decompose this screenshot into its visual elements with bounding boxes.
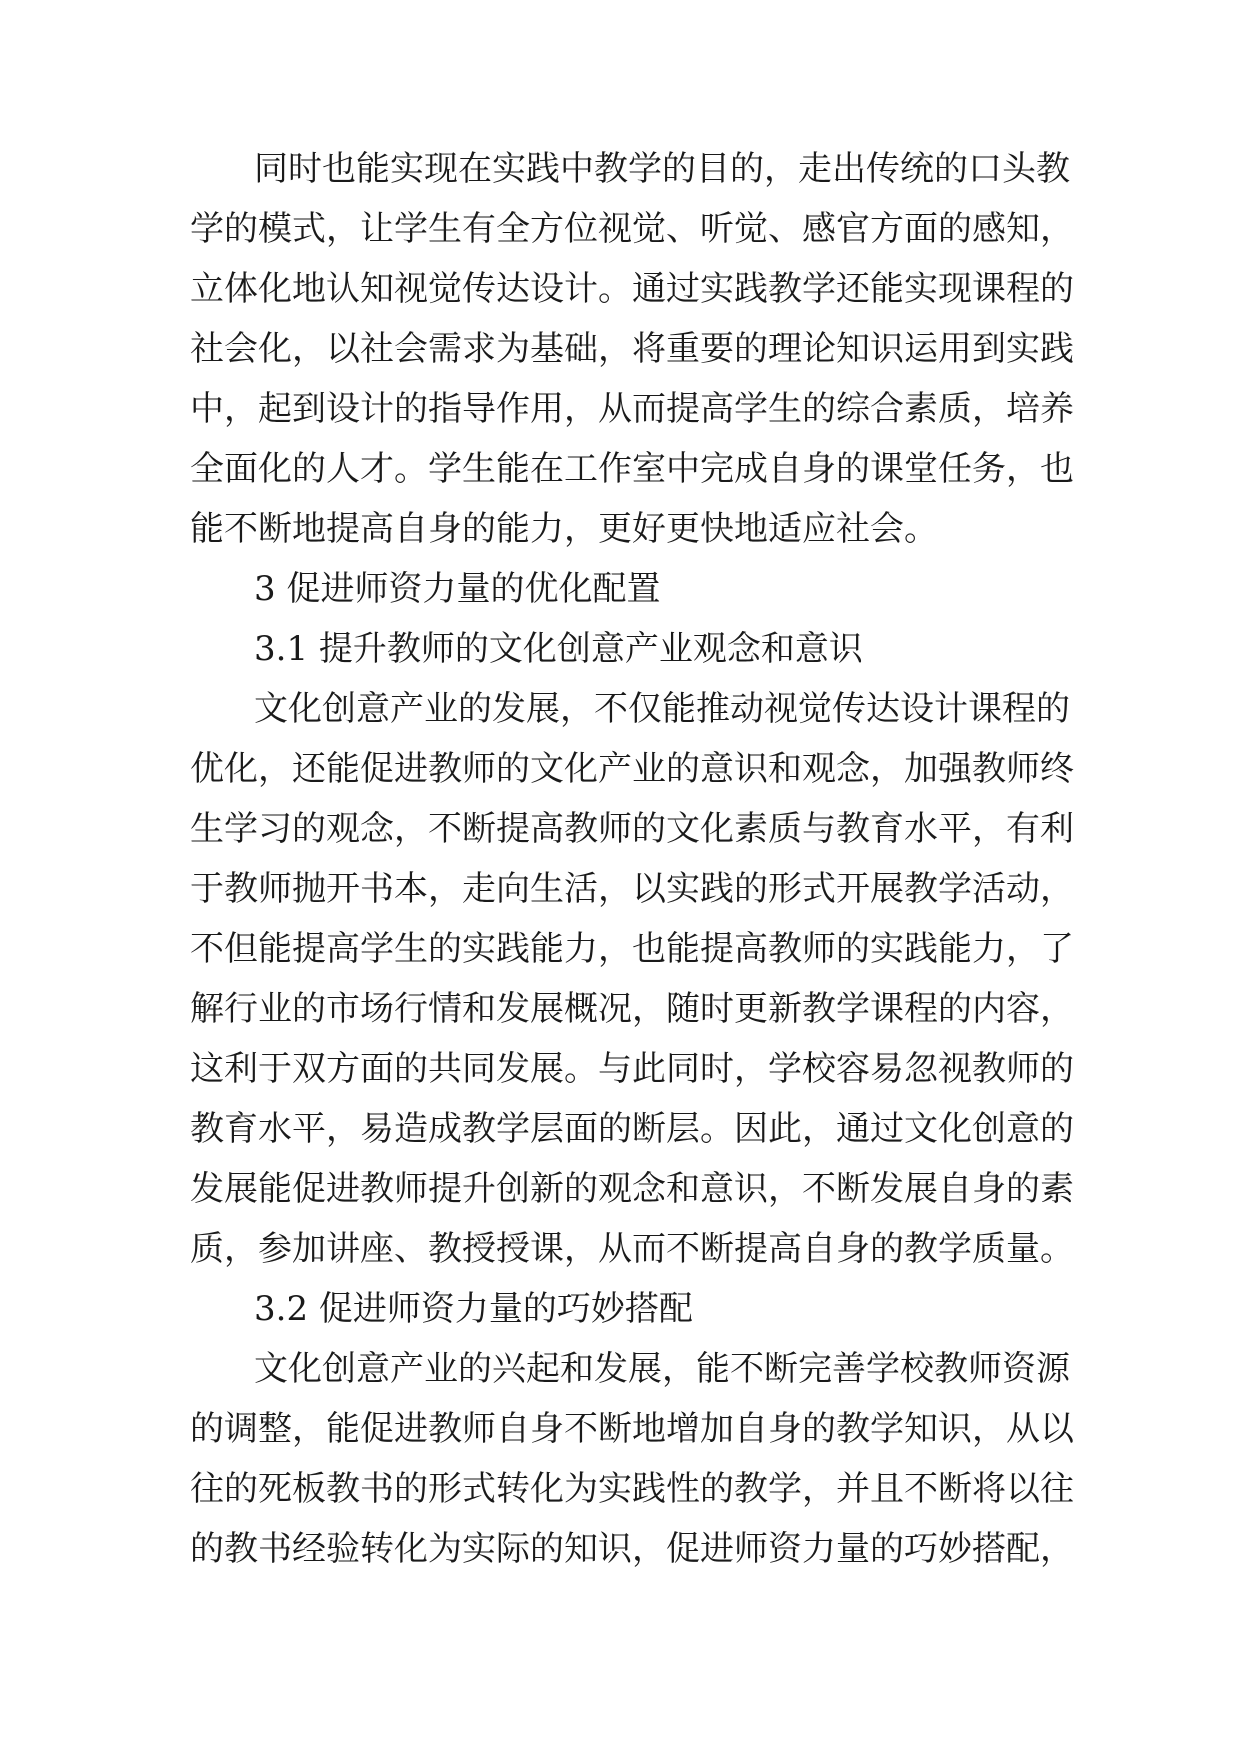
- paragraph-line: 发展能促进教师提升创新的观念和意识，不断发展自身的素: [190, 1169, 1074, 1209]
- paragraph-line: 全面化的人才。学生能在工作室中完成自身的课堂任务，也: [190, 449, 1074, 489]
- paragraph-line: 生学习的观念，不断提高教师的文化素质与教育水平，有利: [190, 809, 1074, 849]
- paragraph-line: 于教师抛开书本，走向生活，以实践的形式开展教学活动，: [190, 869, 1074, 909]
- paragraph-line: 优化，还能促进教师的文化产业的意识和观念，加强教师终: [190, 749, 1074, 789]
- paragraph-line: 教育水平，易造成教学层面的断层。因此，通过文化创意的: [190, 1109, 1074, 1149]
- section-heading: 3 促进师资力量的优化配置: [254, 569, 661, 609]
- paragraph-line: 不但能提高学生的实践能力，也能提高教师的实践能力，了: [190, 929, 1074, 969]
- paragraph-line: 中，起到设计的指导作用，从而提高学生的综合素质，培养: [190, 389, 1074, 429]
- subsection-heading: 3.1 提升教师的文化创意产业观念和意识: [254, 629, 863, 669]
- paragraph-line: 立体化地认知视觉传达设计。通过实践教学还能实现课程的: [190, 269, 1074, 309]
- paragraph-line: 的调整，能促进教师自身不断地增加自身的教学知识，从以: [190, 1409, 1074, 1449]
- paragraph-line: 同时也能实现在实践中教学的目的，走出传统的口头教: [254, 149, 1070, 189]
- paragraph-line: 学的模式，让学生有全方位视觉、听觉、感官方面的感知，: [190, 209, 1074, 249]
- paragraph-line: 往的死板教书的形式转化为实践性的教学，并且不断将以往: [190, 1469, 1074, 1509]
- paragraph-line: 解行业的市场行情和发展概况，随时更新教学课程的内容，: [190, 989, 1074, 1029]
- paragraph-line: 质，参加讲座、教授授课，从而不断提高自身的教学质量。: [190, 1229, 1074, 1269]
- paragraph-line: 文化创意产业的兴起和发展，能不断完善学校教师资源: [254, 1349, 1070, 1389]
- paragraph-line: 能不断地提高自身的能力，更好更快地适应社会。: [190, 509, 938, 549]
- paragraph-line: 文化创意产业的发展，不仅能推动视觉传达设计课程的: [254, 689, 1070, 729]
- paragraph-line: 这利于双方面的共同发展。与此同时，学校容易忽视教师的: [190, 1049, 1074, 1089]
- subsection-heading: 3.2 促进师资力量的巧妙搭配: [254, 1289, 693, 1329]
- paragraph-line: 的教书经验转化为实际的知识，促进师资力量的巧妙搭配，: [190, 1529, 1074, 1569]
- paragraph-line: 社会化，以社会需求为基础，将重要的理论知识运用到实践: [190, 329, 1074, 369]
